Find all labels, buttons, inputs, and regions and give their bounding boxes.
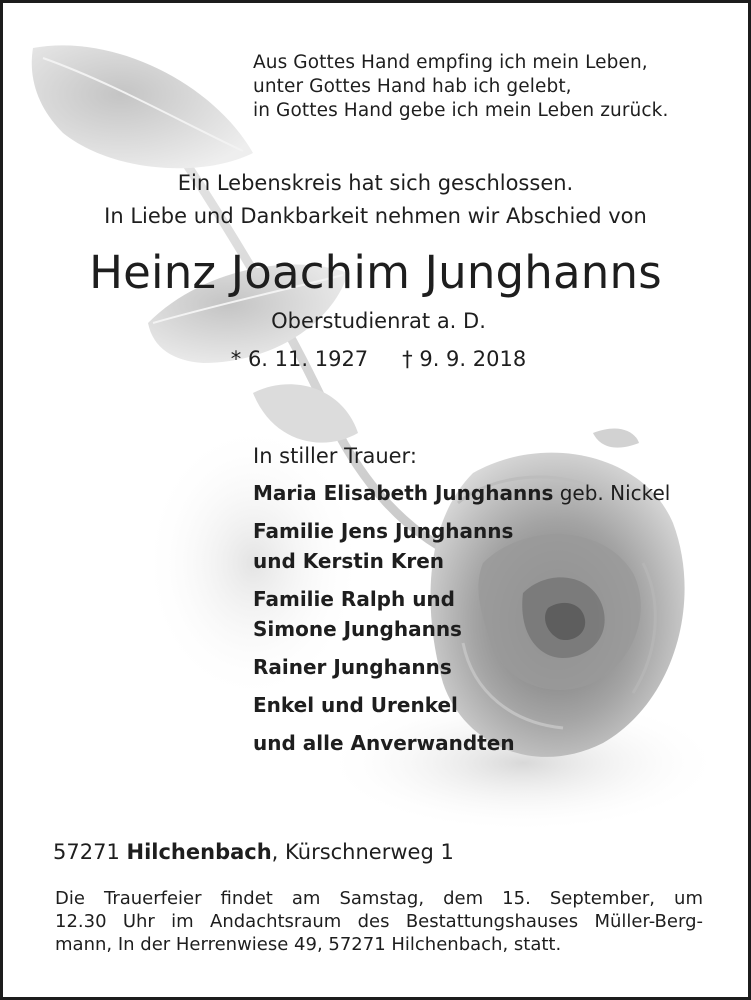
intro-line: In Liebe und Dankbarkeit nehmen wir Abschied von xyxy=(104,204,647,228)
mourner-group xyxy=(253,584,723,644)
maiden-name: geb. Nickel xyxy=(559,481,671,505)
mourner-name: Rainer Junghanns xyxy=(253,655,452,679)
address: 57271 Hilchenbach, Kürschnerweg 1 xyxy=(53,840,454,864)
deceased-title: Oberstudienrat a. D. xyxy=(271,309,486,333)
poem xyxy=(253,51,723,123)
service-line: mann, In der Herrenwiese 49, 57271 Hilchenbach, statt. xyxy=(55,934,562,955)
poem-line: unter Gottes Hand hab ich gelebt, xyxy=(253,76,572,97)
service-notice xyxy=(55,887,703,956)
mourners-heading: In stiller Trauer: xyxy=(253,444,417,468)
city: Hilchenbach xyxy=(126,840,272,864)
mourner-name: Simone Junghanns xyxy=(253,617,462,641)
mourner-group xyxy=(253,516,723,576)
life-dates xyxy=(3,344,751,374)
birth-date: * 6. 11. 1927 xyxy=(230,347,369,371)
mourner-group xyxy=(253,478,723,508)
mourner-name: und Kerstin Kren xyxy=(253,549,445,573)
mourner-group xyxy=(253,690,723,720)
intro-text xyxy=(3,167,748,233)
leaf-shape xyxy=(32,45,253,168)
postcode: 57271 xyxy=(53,840,120,864)
mourner-name: Maria Elisabeth Junghanns xyxy=(253,481,554,505)
deceased-name: Heinz Joachim Junghanns xyxy=(89,246,662,299)
mourner-group xyxy=(253,652,723,682)
poem-line: Aus Gottes Hand empfing ich mein Leben, xyxy=(253,52,648,73)
intro-line: Ein Lebenskreis hat sich geschlossen. xyxy=(177,171,574,195)
mourner-name: Familie Ralph und xyxy=(253,587,455,611)
mourners-list xyxy=(253,441,723,766)
mourner-name: Familie Jens Junghanns xyxy=(253,519,514,543)
poem-line: in Gottes Hand gebe ich mein Leben zurück. xyxy=(253,100,669,121)
service-line: Die Trauerfeier findet am Samstag, dem 15. September, um xyxy=(55,888,703,909)
service-line: 12.30 Uhr im Andachtsraum des Bestattungshauses Müller-Berg- xyxy=(55,911,703,932)
death-date: † 9. 9. 2018 xyxy=(402,347,527,371)
mourner-group xyxy=(253,728,723,758)
mourner-name: und alle Anverwandten xyxy=(253,731,515,755)
street: Kürschnerweg 1 xyxy=(285,840,454,864)
mourner-name: Enkel und Urenkel xyxy=(253,693,458,717)
